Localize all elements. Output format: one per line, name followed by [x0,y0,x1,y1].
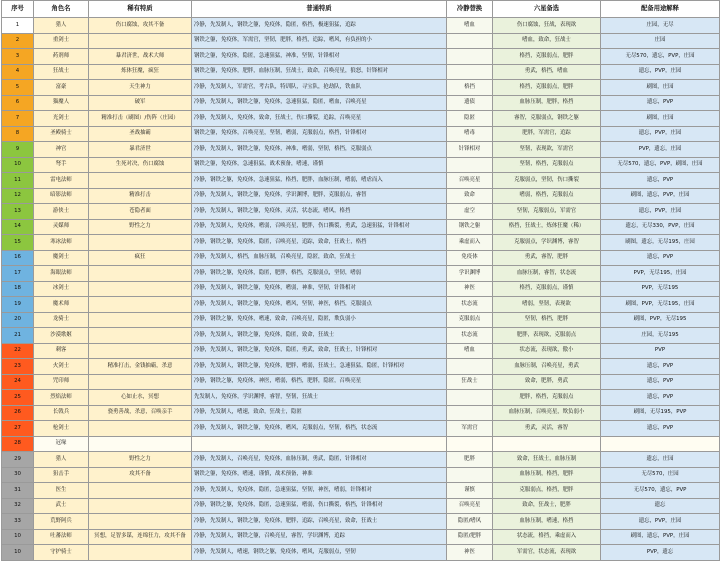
name-cell: 荒野阿兵 [34,514,89,530]
common-trait-cell: 冷静，先发制人，免疫体，嗜弱，召唤亮星，肥胖，伤口撕裂，勇武，急速狙猛，针锋相对 [192,219,447,235]
name-cell: 海眼法师 [34,266,89,282]
calm-replace-cell: 军需官 [447,421,493,437]
common-trait-cell: 冷静，先发制人，免疫体，致命，狂战士，伤口撕裂，追踪，召唤亮星 [192,111,447,127]
six-star-cell: 状态流，表现欲，傲小 [493,343,601,359]
table-row [2,250,720,266]
table-row [2,157,720,173]
six-star-cell: 克服弱点，格挡，肥胖 [493,483,601,499]
rare-trait-cell: 圣战抽霸 [89,126,192,142]
table-row [2,483,720,499]
calm-replace-cell [447,64,493,80]
rare-trait-cell [89,312,192,328]
rare-trait-cell: 野性之力 [89,219,192,235]
table-row [2,18,720,34]
rare-trait-cell: 天生神力 [89,80,192,96]
name-cell: 守护骑士 [34,545,89,561]
table-row [2,390,720,406]
name-cell: 咒印师 [34,374,89,390]
usage-cell: 刷图，PVP，无尽195，庄园 [601,297,720,313]
index-cell: 27 [2,421,34,437]
six-star-cell: 嗜弱，坚韧，表现欲 [493,297,601,313]
table-row [2,142,720,158]
name-cell: 暗影法师 [34,188,89,204]
table-row [2,328,720,344]
index-cell: 11 [2,173,34,189]
table-row [2,281,720,297]
rare-trait-cell: 冥想，足智多谋，连绵狂力，攻其不备 [89,529,192,545]
six-star-cell: 血脉压制，格挡，肥胖 [493,467,601,483]
table-header-row [2,1,720,18]
index-cell: 21 [2,328,34,344]
index-cell: 7 [2,111,34,127]
common-trait-cell [192,436,447,452]
usage-cell: 无尽570，遗忘，PVP [601,483,720,499]
calm-replace-cell: 状态流 [447,328,493,344]
usage-cell: 遗忘，PVP，庄园 [601,64,720,80]
usage-cell: 庄园，无尽195 [601,328,720,344]
header-calm-replace: 冷静替换 [447,1,493,18]
calm-replace-cell: 嗜血 [447,18,493,34]
name-cell: 游侠士 [34,204,89,220]
common-trait-cell: 冷静，先发制人，钢铁之躯，免疫体，隐匿，勇武，致命，狂战士，针锋相对 [192,343,447,359]
index-cell: 14 [2,219,34,235]
table-row [2,126,720,142]
name-cell: 魔剑士 [34,250,89,266]
common-trait-cell: 冷静，先发制人，格挡，血脉压制，召唤亮星，隐匿，致命，狂战士 [192,250,447,266]
table-row [2,545,720,561]
calm-replace-cell [447,405,493,421]
rare-trait-cell: 炼体狂魔，疯狂 [89,64,192,80]
rare-trait-cell: 破军 [89,95,192,111]
calm-replace-cell [447,33,493,49]
usage-cell: 刷图，庄园 [601,80,720,96]
calm-replace-cell: 狂战士 [447,374,493,390]
usage-cell: PVP，遗忘 [601,545,720,561]
index-cell: 1 [2,18,34,34]
common-trait-cell: 钢铁之躯，免疫体，召唤亮星，坚韧，嗜弱，克服弱点，格挡，针锋相对 [192,126,447,142]
calm-replace-cell [447,390,493,406]
name-cell: 龙骑士 [34,312,89,328]
rare-trait-cell: 野性之力 [89,452,192,468]
common-trait-cell: 冷静，先发制人，钢铁之躯，免疫体，肥胖，追踪，召唤亮星，致命，狂战士 [192,514,447,530]
name-cell: 刺客 [34,343,89,359]
table-row [2,359,720,375]
usage-cell: 庄园，无尽 [601,18,720,34]
usage-cell: 庄园 [601,33,720,49]
index-cell: 3 [2,49,34,65]
six-star-cell: 克服弱点，坚韧，伤口撕裂 [493,173,601,189]
index-cell: 18 [2,281,34,297]
calm-replace-cell: 召唤亮星 [447,498,493,514]
rare-trait-cell [89,421,192,437]
name-cell: 灵媒师 [34,219,89,235]
six-star-cell: 血脉压制，召唤亮星，欺负弱小 [493,405,601,421]
usage-cell: 遗忘，PVP，庄园 [601,514,720,530]
table-row [2,343,720,359]
name-cell: 魔术师 [34,297,89,313]
table-row [2,80,720,96]
six-star-cell: 勇武，格挡，嗜血 [493,64,601,80]
rare-trait-cell [89,297,192,313]
name-cell: 长戟兵 [34,405,89,421]
usage-cell: 刷图，无尽195，PVP [601,405,720,421]
name-cell: 猫魔人 [34,95,89,111]
index-cell: 30 [2,467,34,483]
index-cell: 33 [2,514,34,530]
usage-cell: 无尽570，遗忘，PVP，刷图，庄园 [601,157,720,173]
usage-cell: 无尽570，遗忘，PVP，庄园 [601,49,720,65]
name-cell: 狙击手 [34,467,89,483]
table-row [2,374,720,390]
index-cell: 4 [2,64,34,80]
calm-replace-cell: 克服弱点 [447,312,493,328]
six-star-cell: 勇武，灵活，睿智 [493,421,601,437]
calm-replace-cell: 钢铁之躯 [447,219,493,235]
common-trait-cell: 冷静，先发制人，钢铁之躯，免疫体，学识渊博，肥胖，克服弱点，睿智 [192,188,447,204]
calm-replace-cell: 状态流 [447,297,493,313]
usage-cell: 刷图，遗忘，无尽195，庄园 [601,235,720,251]
six-star-cell: 格挡，克服弱点，肥胖 [493,49,601,65]
calm-replace-cell [447,157,493,173]
rare-trait-cell: 攻其不备 [89,467,192,483]
usage-cell: PVP [601,343,720,359]
six-star-cell: 血脉压制，嗜速，格挡 [493,514,601,530]
usage-cell: 遗忘 [601,498,720,514]
name-cell: 弩手 [34,157,89,173]
table-row [2,33,720,49]
common-trait-cell: 冷静，先发制人，钢铁之躯，免疫体，嗜风，克服弱点，坚韧，格挡，状态流 [192,421,447,437]
usage-cell: 遗忘，庄园 [601,452,720,468]
rare-trait-cell: 疯狂 [89,250,192,266]
table-row [2,64,720,80]
index-cell: 12 [2,188,34,204]
calm-replace-cell: 隐匿/肥胖 [447,529,493,545]
common-trait-cell: 冷静，先发制人，钢铁之躯，免疫体，灵活，状态流，嗜风，格挡 [192,204,447,220]
header-rare-trait: 稀有特质 [89,1,192,18]
common-trait-cell: 钢铁之躯，免疫体，急速狙猛，战术预备，嗜速，谨慎 [192,157,447,173]
rare-trait-cell [89,545,192,561]
calm-replace-cell: 乘虚而入 [447,235,493,251]
usage-cell: 遗忘，PVP，庄园 [601,204,720,220]
common-trait-cell: 冷静，先发制人，军需官，考古队，特训队，寻宝队，抢劫队，铁血队 [192,80,447,96]
index-cell: 10 [2,529,34,545]
name-cell: 医生 [34,483,89,499]
common-trait-cell: 钢铁之躯，免疫体，军需官，坚韧，肥胖，格挡，追踪，嗜风，有负担的小 [192,33,447,49]
index-cell: 17 [2,266,34,282]
six-star-cell: 格挡，狂战士，炼体狂魔（稀） [493,219,601,235]
calm-replace-cell: 格挡 [447,80,493,96]
table-row [2,452,720,468]
six-star-cell: 肥胖，格挡，克服弱点 [493,390,601,406]
rare-trait-cell [89,281,192,297]
name-cell: 枪剑士 [34,421,89,437]
calm-replace-cell: 召唤亮星 [447,173,493,189]
calm-replace-cell: 隐匿/嗜风 [447,514,493,530]
index-cell: 13 [2,204,34,220]
table-row [2,529,720,545]
common-trait-cell: 钢铁之躯，免疫体，嗜速，谨慎，战术预备，神准 [192,467,447,483]
table-row [2,266,720,282]
table-row [2,188,720,204]
common-trait-cell: 冷静，先发制人，钢铁之躯，免疫体，隐匿，致命，狂战士 [192,328,447,344]
name-cell: 吐蕃法师 [34,529,89,545]
rare-trait-cell [89,266,192,282]
usage-cell: 无尽570，庄园 [601,467,720,483]
usage-cell [601,436,720,452]
header-usage: 配备用途解释 [601,1,720,18]
six-star-cell: 克服弱点，学识渊博，睿智 [493,235,601,251]
rare-trait-cell [89,436,192,452]
usage-cell: 遗忘，PVP [601,173,720,189]
six-star-cell: 军需官，状态流，表现欲 [493,545,601,561]
six-star-cell: 致命，狂战士，血脉压制 [493,452,601,468]
index-cell: 16 [2,250,34,266]
six-star-cell: 嗜弱，格挡，克服弱点 [493,188,601,204]
calm-replace-cell: 致命 [447,188,493,204]
table-row [2,498,720,514]
calm-replace-cell [447,359,493,375]
name-cell: 猎人 [34,452,89,468]
common-trait-cell: 冷静，先发制人，免疫体，隐匿，急速狙猛，坚韧，神医，嗜弱，针锋相对 [192,483,447,499]
six-star-cell: 肥胖，表现欲，克服弱点 [493,328,601,344]
calm-replace-cell [447,436,493,452]
header-common-trait: 普通特质 [192,1,447,18]
index-cell: 8 [2,126,34,142]
usage-cell: 遗忘，PVP [601,359,720,375]
name-cell: 狂战士 [34,64,89,80]
calm-replace-cell: 神医 [447,281,493,297]
name-cell: 寒冰法师 [34,235,89,251]
calm-replace-cell [447,49,493,65]
rare-trait-cell: 生死对决，伤口腐蚀 [89,157,192,173]
index-cell: 31 [2,483,34,499]
usage-cell: 遗忘，PVP [601,95,720,111]
table-row [2,467,720,483]
rare-trait-cell: 苍隐者面 [89,204,192,220]
six-star-cell: 坚韧，格挡，克服弱点 [493,157,601,173]
table-row [2,514,720,530]
name-cell: 光剑士 [34,111,89,127]
rare-trait-cell: 骁勇善战，杀意，召唤亲手 [89,405,192,421]
common-trait-cell: 钢铁之躯，免疫体，隐匿，急速狙猛，神准，坚韧，针锋相对 [192,49,447,65]
name-cell: 圣殿骑士 [34,126,89,142]
common-trait-cell: 冷静，先发制人，嗜速，致命，狂战士，隐匿 [192,405,447,421]
six-star-cell: 伤口腐蚀，狂战，表现欲 [493,18,601,34]
usage-cell: 遗忘，无尽330，PVP，庄园 [601,219,720,235]
usage-cell: 遗忘，PVP [601,421,720,437]
common-trait-cell: 冷静，先发制人，钢铁之躯，免疫体，隐匿，格挡，极速狙猛，追踪 [192,18,447,34]
name-cell: 猎人 [34,18,89,34]
index-cell: 10 [2,545,34,561]
name-cell: 沙漠歌姬 [34,328,89,344]
table-row [2,405,720,421]
usage-cell: 遗忘，PVP [601,390,720,406]
calm-replace-cell: 谨慎 [447,483,493,499]
name-cell: 重剑士 [34,33,89,49]
six-star-cell: 坚韧，克服弱点，军需官 [493,204,601,220]
rare-trait-cell [89,235,192,251]
calm-replace-cell: 遗债 [447,95,493,111]
name-cell: 神官 [34,142,89,158]
usage-cell: 遗忘，PVP [601,374,720,390]
index-cell: 6 [2,95,34,111]
common-trait-cell: 冷静，钢铁之躯，免疫体，神医，嗜弱，格挡，肥胖，隐匿，召唤亮星 [192,374,447,390]
rare-trait-cell: 精准打击 [89,188,192,204]
common-trait-cell: 冷静，钢铁之躯，免疫体，急速狙猛，格挡，肥胖，血脉压制，嗜弱，嗜虐而入 [192,173,447,189]
table-row [2,173,720,189]
rare-trait-cell: 心如止水，冥想 [89,390,192,406]
six-star-cell: 致命，狂战士，肥胖 [493,498,601,514]
rare-trait-cell: 伤口腐蚀，攻其不备 [89,18,192,34]
name-cell: 火剑士 [34,359,89,375]
usage-cell: 刷图，遗忘，PVP，庄园 [601,188,720,204]
rare-trait-cell [89,483,192,499]
usage-cell: 遗忘，PVP，庄园 [601,126,720,142]
common-trait-cell: 冷静，先发制人，嗜速，钢铁之躯，免疫体，嗜风，克服弱点，坚韧 [192,545,447,561]
common-trait-cell: 冷静，先发制人，钢铁之躯，免疫体，急速狙猛，隐匿，嗜血，召唤亮星 [192,95,447,111]
common-trait-cell: 冷静，钢铁之躯，免疫体，隐匿，急速狙猛，嗜弱，伤口撕裂，格挡，针锋相对 [192,498,447,514]
usage-cell: PVP，无尽195，庄园 [601,266,720,282]
index-cell: 28 [2,436,34,452]
index-cell: 24 [2,374,34,390]
six-star-cell: 坚韧，格挡，肥胖 [493,312,601,328]
table-body [2,18,720,561]
usage-cell: PVP，无尽195 [601,281,720,297]
six-star-cell [493,436,601,452]
table-row [2,421,720,437]
index-cell: 2 [2,33,34,49]
common-trait-cell: 冷静，先发制人，召唤亮星，免疫体，血脉压制，勇武，隐匿，针锋相对 [192,452,447,468]
table-row [2,204,720,220]
calm-replace-cell: 嗜毒 [447,126,493,142]
usage-cell: 刷图，遗忘，PVP，庄园 [601,529,720,545]
common-trait-cell: 冷静，先发制人，钢铁之躯，免疫体，嗜弱，神准，坚韧，针锋相对 [192,281,447,297]
rare-trait-cell [89,374,192,390]
index-cell: 25 [2,390,34,406]
six-star-cell: 致命，肥胖，勇武 [493,374,601,390]
six-star-cell: 血脉压制，召唤亮星，勇武 [493,359,601,375]
common-trait-cell: 冷静，先发制人，钢铁之躯，免疫体，肥胖，嗜弱，狂战士，急速狙猛，隐匿，针锋相对 [192,359,447,375]
name-cell: 武士 [34,498,89,514]
common-trait-cell: 冷静，先发制人，钢铁之躯，免疫体，神准，嗜弱，坚韧，格挡，克服弱点 [192,142,447,158]
index-cell: 29 [2,452,34,468]
index-cell: 20 [2,312,34,328]
common-trait-cell: 先发制人，免疫体，学识渊博，睿智，坚韧，狂战士 [192,390,447,406]
rare-trait-cell [89,498,192,514]
rare-trait-cell [89,173,192,189]
table-row [2,49,720,65]
index-cell: 10 [2,157,34,173]
calm-replace-cell: 神医 [447,545,493,561]
header-six-star: 六星备选 [493,1,601,18]
index-cell: 22 [2,343,34,359]
index-cell: 19 [2,297,34,313]
common-trait-cell: 冷静，钢铁之躯，免疫体，隐匿，召唤亮星，追踪，致命，狂战士，格挡 [192,235,447,251]
table-row [2,95,720,111]
six-star-cell: 勇武，睿智，肥胖 [493,250,601,266]
rare-trait-cell [89,343,192,359]
table-row [2,297,720,313]
rare-trait-cell: 精准打击，金钱抽霸，杀意 [89,359,192,375]
six-star-cell: 状态流，格挡，乘虚而入 [493,529,601,545]
index-cell: 32 [2,498,34,514]
table-row [2,312,720,328]
name-cell: 冠缘 [34,436,89,452]
six-star-cell: 血脉压制，睿智，状态流 [493,266,601,282]
calm-replace-cell: 免疫体 [447,250,493,266]
index-cell: 5 [2,80,34,96]
header-name: 角色名 [34,1,89,18]
calm-replace-cell: 虚空 [447,204,493,220]
common-trait-cell: 钢铁之躯，免疫体，肥胖，血脉压制，狂战士，致命，召唤亮星，狼怒，针锋相对 [192,64,447,80]
usage-cell: 刷图，PVP，无尽195 [601,312,720,328]
calm-replace-cell: 肥胖 [447,452,493,468]
rare-trait-cell [89,328,192,344]
calm-replace-cell: 隐匿 [447,111,493,127]
usage-cell: 刷图，庄园 [601,111,720,127]
table-row [2,219,720,235]
common-trait-cell: 冷静，先发制人，钢铁之躯，召唤亮星，睿智，学识渊博，追踪 [192,529,447,545]
table-row [2,111,720,127]
rare-trait-cell: 精准打击（刷图）/伤阵（庄园） [89,111,192,127]
rare-trait-cell: 暴君济世 [89,142,192,158]
six-star-cell: 格挡，克服弱点，谨慎 [493,281,601,297]
name-cell: 富豪 [34,80,89,96]
six-star-cell: 坚韧，表现欲，军需官 [493,142,601,158]
six-star-cell: 血脉压制，肥胖，格挡 [493,95,601,111]
rare-trait-cell [89,514,192,530]
six-star-cell: 睿智，克服弱点，钢铁之躯 [493,111,601,127]
common-trait-cell: 冷静，钢铁之躯，免疫体，嗜速，致命，召唤亮星，隐匿，欺负弱小 [192,312,447,328]
rare-trait-cell: 暴君济世，战术大师 [89,49,192,65]
six-star-cell: 嗜血，致命，狂战士 [493,33,601,49]
calm-replace-cell [447,467,493,483]
common-trait-cell: 冷静，钢铁之躯，免疫体，隐匿，肥胖，格挡，克服弱点，坚韧，嗜弱 [192,266,447,282]
character-table [1,0,720,561]
usage-cell: 遗忘，PVP [601,250,720,266]
table-row [2,235,720,251]
index-cell: 26 [2,405,34,421]
calm-replace-cell: 学识渊博 [447,266,493,282]
calm-replace-cell: 嗜血 [447,343,493,359]
six-star-cell: 格挡，克服弱点，肥胖 [493,80,601,96]
name-cell: 雷电法师 [34,173,89,189]
index-cell: 9 [2,142,34,158]
calm-replace-cell: 针锋相对 [447,142,493,158]
name-cell: 烈焰法师 [34,390,89,406]
name-cell: 药剂师 [34,49,89,65]
header-index: 序号 [2,1,34,18]
index-cell: 15 [2,235,34,251]
index-cell: 23 [2,359,34,375]
name-cell: 冰剑士 [34,281,89,297]
table-row [2,436,720,452]
usage-cell: PVP，遗忘，庄园 [601,142,720,158]
rare-trait-cell [89,33,192,49]
six-star-cell: 肥胖，军需官，追踪 [493,126,601,142]
common-trait-cell: 冷静，先发制人，钢铁之躯，免疫体，嗜风，坚韧，神医，格挡，克服弱点 [192,297,447,313]
